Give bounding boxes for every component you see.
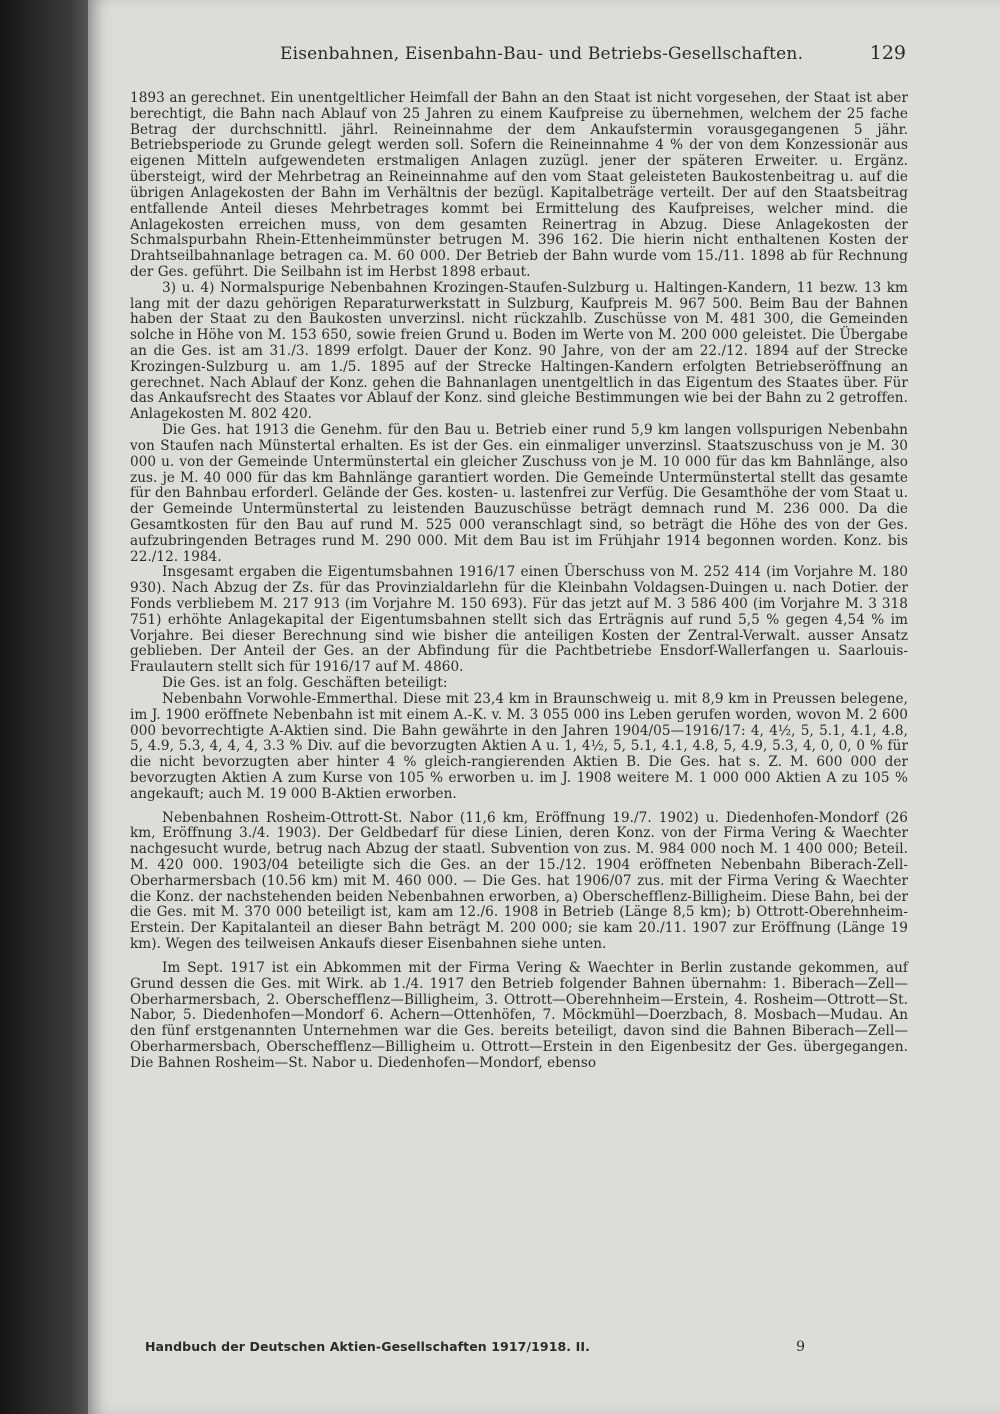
book-title: Handbuch der Deutschen Aktien-Gesellschaften 1917/1918. II. <box>145 1339 590 1354</box>
paragraph: Insgesamt ergaben die Eigentumsbahnen 1916/17 einen Überschuss von M. 252 414 (im Vorjahre M. 180 930). Nach Abzug der Zs. für das Provinzialdarlehn für die Kleinbahn Voldagsen-Duingen u. nach Dotier. der Fonds verbliebem M. 217 913 (im Vorjahre M. 150 693). Für das jetzt auf M. 3 586 400 (im Vorjahre M. 3 318 751) erhöhte Anlagekapital der Eigentumsbahnen stellt sich das Erträgnis auf rund 5,5 % gegen 4,54 % im Vorjahre. Bei dieser Berechnung sind wie bisher die anteiligen Kosten der Zentral-Verwalt. ausser Ansatz geblieben. Der Anteil der Ges. an der Abfindung für die Pachtbetriebe Ensdorf-Wallerfangen u. Saarlouis-Fraulautern stellt sich für 1916/17 auf M. 4860. <box>130 564 908 676</box>
running-title: Eisenbahnen, Eisenbahn-Bau- und Betriebs-Gesellschaften. <box>280 44 804 64</box>
paragraph: 3) u. 4) Normalspurige Nebenbahnen Krozingen-Staufen-Sulzburg u. Haltingen-Kandern, 11 bezw. 13 km lang mit der dazu gehörigen Reparaturwerkstatt in Sulzburg, Kaufpreis M. 967 500. Beim Bau der Bahnen haben der Staat zu den Baukosten unverzinsl. nicht rückzahlb. Zuschüsse von M. 481 300, die Gemeinden solche in Höhe von M. 153 650, sowie freien Grund u. Boden im Werte von M. 200 000 geleistet. Die Übergabe an die Ges. ist am 31./3. 1899 erfolgt. Dauer der Konz. 90 Jahre, von der am 22./12. 1894 auf der Strecke Krozingen-Sulzburg u. am 1./5. 1895 auf der Strecke Haltingen-Kandern erfolgten Betriebseröffnung an gerechnet. Nach Ablauf der Konz. gehen die Bahnanlagen unentgeltlich in das Eigentum des Staates über. Für das Ankaufsrecht des Staates vor Ablauf der Konz. sind gleiche Bestimmungen wie bei der Bahn zu 2 getroffen. Anlagekosten M. 802 420. <box>130 279 908 423</box>
paragraph: Nebenbahn Vorwohle-Emmerthal. Diese mit 23,4 km in Braunschweig u. mit 8,9 km in Preussen belegene, im J. 1900 eröffnete Nebenbahn ist mit einem A.-K. v. M. 3 055 000 ins Leben gerufen worden, wovon M. 2 600 000 bevorrechtigte A-Aktien sind. Die Bahn gewährte in den Jahren 1904/05—1916/17: 4, 4½, 5, 5.1, 4.1, 4.8, 5, 4.9, 5.3, 4, 4, 4, 3.3 % Div. auf die bevorzugten Aktien A u. 1, 4½, 5, 5.1, 4.1, 4.8, 5, 4.9, 5.3, 4, 0, 0, 0 % für die nicht bevorzugten aber hinter 4 % gleich-rangierenden Aktien B. Die Ges. hat s. Z. M. 600 000 der bevorzugten Aktien A zum Kurse von 105 % erworben u. im J. 1908 weitere M. 1 000 000 Aktien A zu 105 % angekauft; auch M. 19 000 B-Aktien erworben. <box>130 690 908 802</box>
page-number: 129 <box>869 42 906 64</box>
page-footer <box>145 1339 805 1359</box>
paragraph: Nebenbahnen Rosheim-Ottrott-St. Nabor (11,6 km, Eröffnung 19./7. 1902) u. Diedenhofen-Mondorf (26 km, Eröffnung 3./4. 1903). Der Geldbedarf für diese Linien, deren Konz. von der Firma Vering & Waechter nachgesucht wurde, betrug nach Abzug der staatl. Subvention von zus. M. 984 000 noch M. 1 400 000; Beteil. M. 420 000. 1903/04 beteiligte sich die Ges. an der 15./12. 1904 eröffneten Nebenbahn Biberach-Zell-Oberharmersbach (10.56 km) mit M. 460 000. — Die Ges. hat 1906/07 zus. mit der Firma Vering & Waechter die Konz. der nachstehenden beiden Nebenbahnen erworben, a) Oberschefflenz-Billigheim. Diese Bahn, bei der die Ges. mit M. 370 000 beteiligt ist, kam am 12./6. 1908 in Betrieb (Länge 8,5 km); b) Ottrott-Oberehnheim-Erstein. Der Kapitalanteil an dieser Bahn beträgt M. 200 000; sie kam 20./11. 1907 zur Eröffnung (Länge 19 km). Wegen des teilweisen Ankaufs dieser Eisenbahnen siehe unten. <box>130 809 908 953</box>
paragraph: 1893 an gerechnet. Ein unentgeltlicher Heimfall der Bahn an den Staat ist nicht vorgesehen, der Staat ist aber berechtigt, die Bahn nach Ablauf von 25 Jahren zu einem Kaufpreise zu übernehmen, welchem der 25 fache Betrag der durchschnittl. jährl. Reineinnahme der dem Ankaufstermin vorausgegangenen 5 jähr. Betriebsperiode zu Grunde gelegt werden soll. Sofern die Reineinnahme 4 % der von dem Konzessionär aus eigenen Mitteln aufgewendeten erstmaligen Anlagen zuzügl. jener der späteren Erweiter. u. Ergänz. übersteigt, wird der Mehrbetrag an Reineinnahme auf den vom Staat geleisteten Baukostenbeitrag u. auf die übrigen Anlagekosten der Bahn im Verhältnis der bezügl. Kapitalbeträge verteilt. Der auf den Staatsbeitrag entfallende Anteil dieses Mehrbetrages kommt bei Ermittelung des Kaufpreises, welcher mind. die Anlagekosten erreichen muss, von dem gesamten Reinertrag in Abzug. Diese Anlagekosten der Schmalspurbahn Rhein-Ettenheimmünster betrugen M. 396 162. Die hierin nicht enthaltenen Kosten der Drahtseilbahnanlage betragen ca. M. 60 000. Der Betrieb der Bahn wurde vom 15./11. 1898 ab für Rechnung der Ges. geführt. Die Seilbahn ist im Herbst 1898 erbaut. <box>130 90 908 280</box>
running-header <box>130 44 910 70</box>
signature-mark: 9 <box>796 1339 805 1355</box>
paragraph: Im Sept. 1917 ist ein Abkommen mit der Firma Vering & Waechter in Berlin zustande gekommen, auf Grund dessen die Ges. mit Wirk. ab 1./4. 1917 den Betrieb folgender Bahnen übernahm: 1. Biberach—Zell—Oberharmersbach, 2. Oberschefflenz—Billigheim, 3. Ottrott—Oberehnheim—Erstein, 4. Rosheim—Ottrott—St. Nabor, 5. Diedenhofen—Mondorf 6. Achern—Ottenhöfen, 7. Möckmühl—Doerzbach, 8. Mosbach—Mudau. An den fünf erstgenannten Unternehmen war die Ges. bereits beteiligt, davon sind die Bahnen Biberach—Zell—Oberharmersbach, Oberschefflenz—Billigheim u. Ottrott—Erstein in den Eigenbesitz der Ges. übergegangen. Die Bahnen Rosheim—St. Nabor u. Diedenhofen—Mondorf, ebenso <box>130 959 908 1071</box>
page-body <box>130 91 908 1072</box>
book-gutter-shadow <box>0 0 100 1414</box>
paragraph: Die Ges. ist an folg. Geschäften beteiligt: <box>162 675 448 692</box>
paragraph: Die Ges. hat 1913 die Genehm. für den Bau u. Betrieb einer rund 5,9 km langen vollspurigen Nebenbahn von Staufen nach Münstertal erhalten. Es ist der Ges. ein einmaliger unverzinsl. Staatszuschuss von je M. 30 000 u. von der Gemeinde Untermünstertal ein gleicher Zuschuss von je M. 10 000 für das km Bahnlänge, also zus. je M. 40 000 für das km Bahnlänge garantiert worden. Die Gemeinde Untermünstertal stellt das gesamte für den Bahnbau erforderl. Gelände der Ges. kosten- u. lastenfrei zur Verfüg. Die Gesamthöhe der vom Staat u. der Gemeinde Untermünstertal zu leistenden Bauzuschüsse beträgt demnach rund M. 236 000. Da die Gesamtkosten für den Bau auf rund M. 525 000 veranschlagt sind, so beträgt die Höhe des von der Ges. aufzubringenden Betrages rund M. 290 000. Mit dem Bau ist im Frühjahr 1914 begonnen worden. Konz. bis 22./12. 1984. <box>130 422 908 565</box>
